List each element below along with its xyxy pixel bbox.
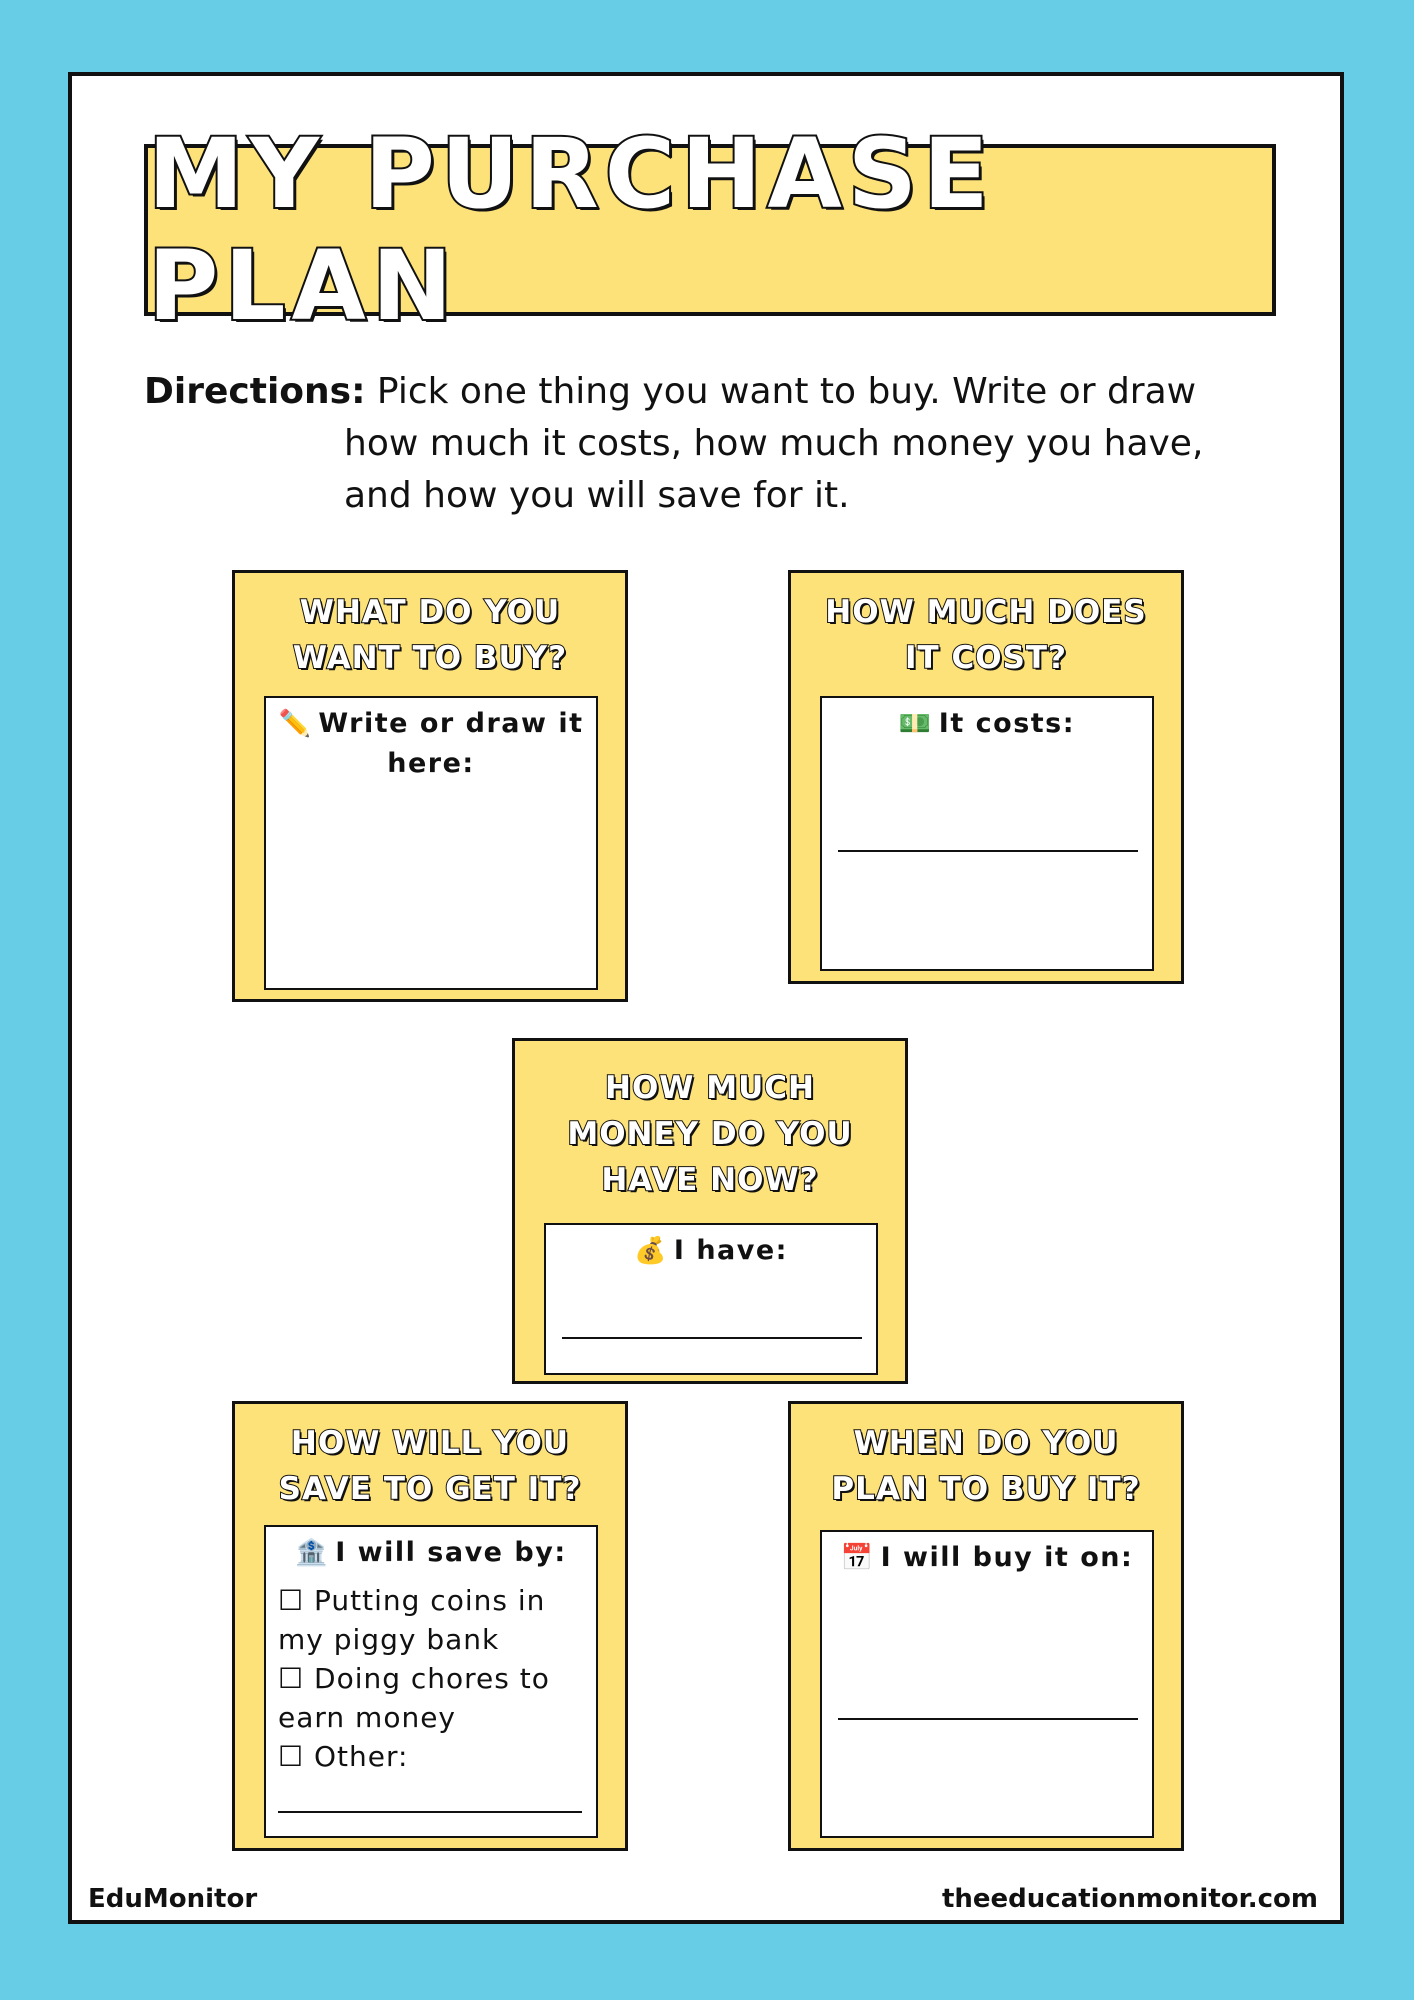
box-label-text: I will save by: xyxy=(335,1537,567,1568)
card-heading-line: IT COST? xyxy=(904,640,1068,676)
footer-website[interactable]: theeducationmonitor.com xyxy=(941,1884,1318,1914)
page-title: MY PURCHASE PLAN xyxy=(148,118,995,342)
card-heading xyxy=(235,1420,625,1512)
title-banner xyxy=(144,118,1276,342)
save-option-chores[interactable]: ☐ Doing chores to earn money xyxy=(278,1662,550,1734)
box-label-text: Write or draw it here: xyxy=(318,708,584,779)
answer-line[interactable] xyxy=(562,1337,862,1339)
answer-box[interactable] xyxy=(544,1223,878,1375)
save-options-list xyxy=(266,1573,596,1776)
directions-line-1 xyxy=(144,366,1264,418)
directions-text-1: Pick one thing you want to buy. Write or draw xyxy=(376,371,1197,412)
card-heading-line: PLAN TO BUY IT? xyxy=(831,1471,1141,1507)
card-heading-line: HOW WILL YOU xyxy=(290,1425,570,1461)
box-label xyxy=(546,1231,876,1271)
directions-line-2: how much it costs, how much money you have, xyxy=(344,423,1204,464)
bank-icon: 🏦 xyxy=(295,1538,330,1568)
card-heading-line: SAVE TO GET IT? xyxy=(278,1471,582,1507)
directions xyxy=(144,366,1264,522)
card-heading-line: MONEY DO YOU xyxy=(567,1116,853,1152)
card-heading-line: HOW MUCH xyxy=(605,1070,815,1106)
card-heading-line: HOW MUCH DOES xyxy=(825,594,1147,630)
card-cost xyxy=(788,570,1184,984)
box-label-text: I will buy it on: xyxy=(880,1542,1134,1573)
card-heading-line: HAVE NOW? xyxy=(601,1162,819,1198)
worksheet-page xyxy=(68,72,1344,1924)
card-heading xyxy=(791,1420,1181,1512)
box-label-text: It costs: xyxy=(938,708,1076,739)
card-heading-line: WHAT DO YOU xyxy=(299,594,561,630)
card-heading xyxy=(791,589,1181,681)
pencil-icon: ✏️ xyxy=(278,709,313,739)
card-heading xyxy=(515,1065,905,1203)
answer-line[interactable] xyxy=(838,850,1138,852)
directions-label: Directions: xyxy=(144,371,366,412)
card-heading xyxy=(235,589,625,681)
card-heading-line: WHEN DO YOU xyxy=(853,1425,1119,1461)
card-save-plan xyxy=(232,1401,628,1851)
answer-box[interactable] xyxy=(264,1525,598,1838)
box-label xyxy=(822,704,1152,744)
footer-brand: EduMonitor xyxy=(88,1884,258,1914)
money-bag-icon: 💰 xyxy=(634,1236,668,1266)
save-option-piggy-bank[interactable]: ☐ Putting coins in my piggy bank xyxy=(278,1584,546,1656)
answer-box[interactable] xyxy=(264,696,598,990)
card-money-have xyxy=(512,1038,908,1384)
box-label xyxy=(822,1538,1152,1578)
dollar-bill-icon: 💵 xyxy=(898,709,933,739)
answer-box[interactable] xyxy=(820,696,1154,971)
card-what-to-buy xyxy=(232,570,628,1002)
calendar-icon: 📅 xyxy=(840,1543,875,1573)
card-heading-line: WANT TO BUY? xyxy=(292,640,568,676)
box-label xyxy=(266,1533,596,1573)
answer-box[interactable] xyxy=(820,1530,1154,1838)
directions-line-3: and how you will save for it. xyxy=(344,475,850,516)
save-option-other[interactable]: ☐ Other: xyxy=(278,1740,409,1773)
box-label xyxy=(266,704,596,784)
box-label-text: I have: xyxy=(673,1235,788,1266)
answer-line[interactable] xyxy=(278,1811,582,1813)
card-buy-date xyxy=(788,1401,1184,1851)
answer-line[interactable] xyxy=(838,1718,1138,1720)
